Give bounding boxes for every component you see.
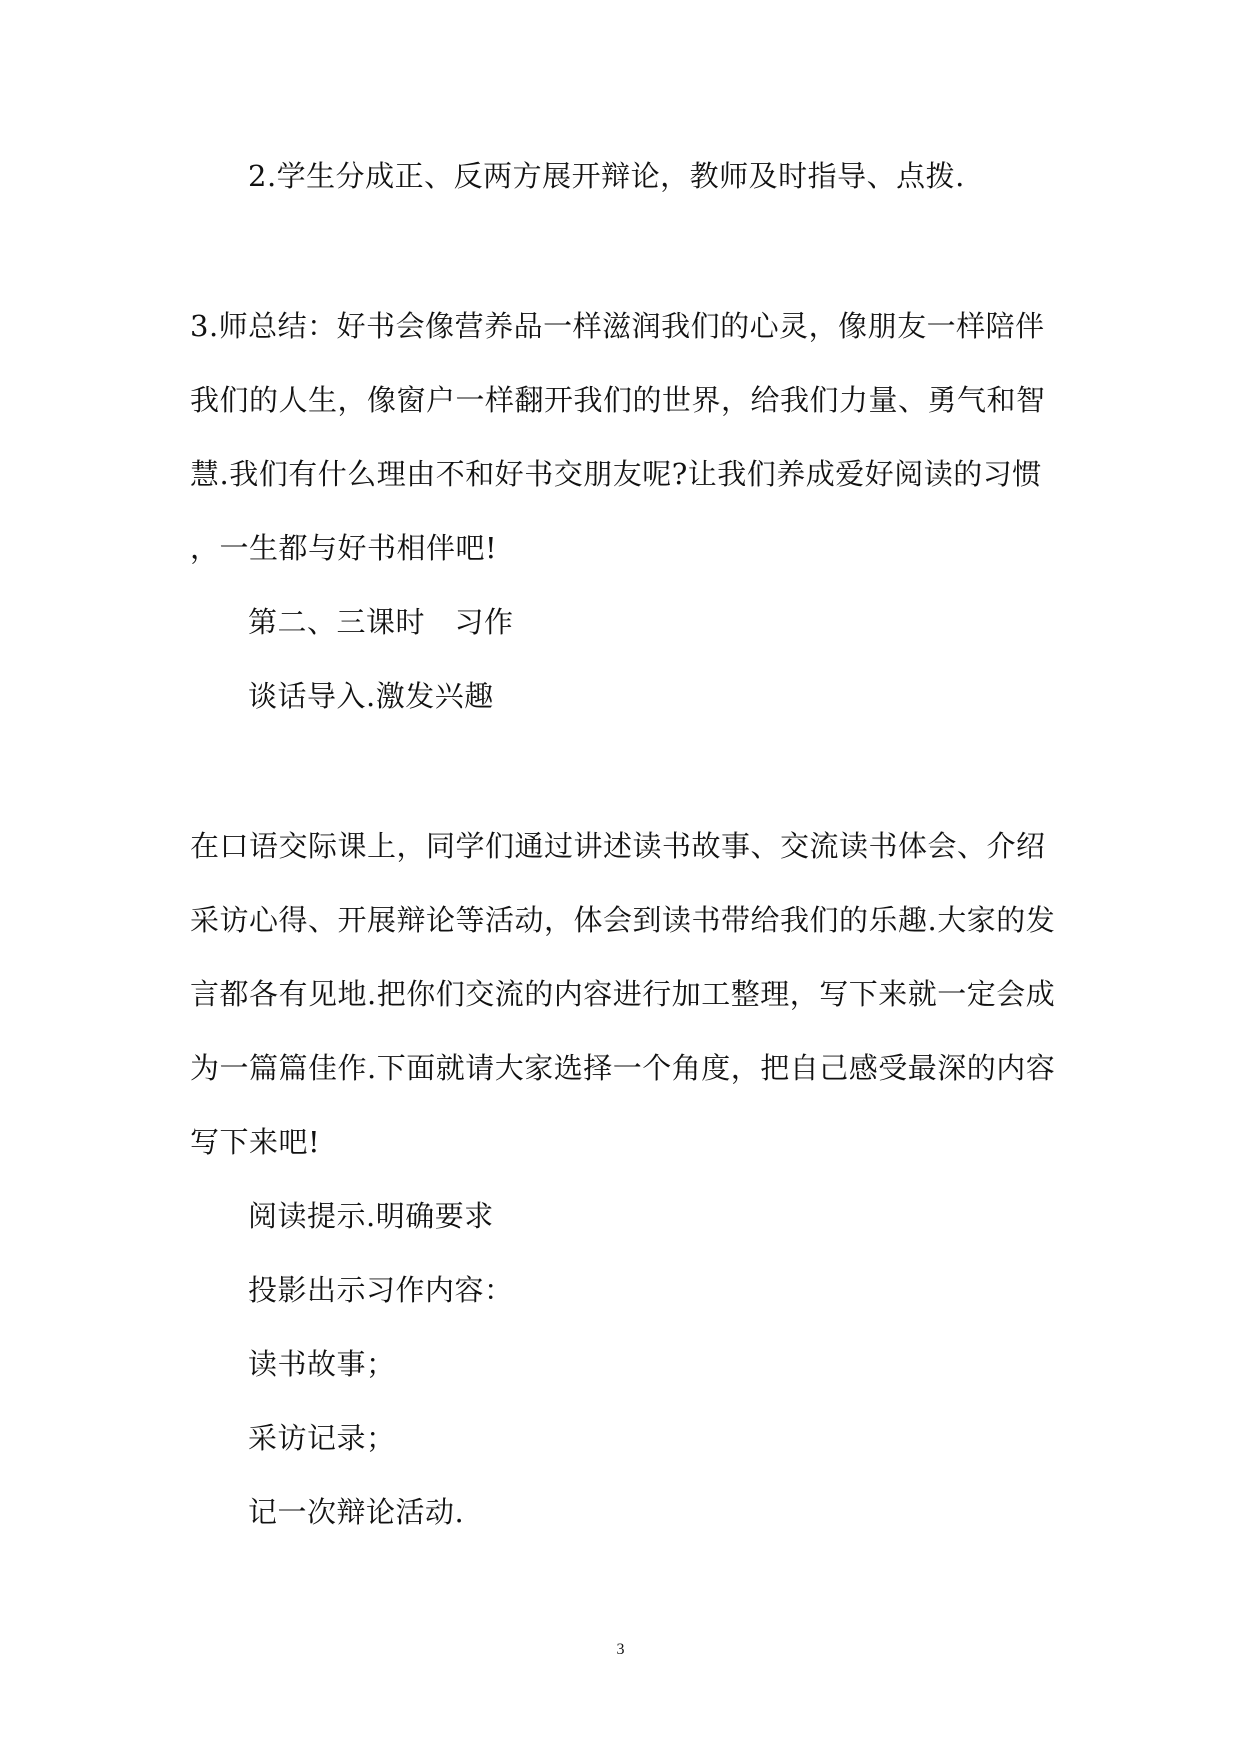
subheading: 谈话导入.激发兴趣 [248, 679, 494, 713]
paragraph-line: 投影出示习作内容： [248, 1273, 514, 1307]
paragraph-line: 为一篇篇佳作.下面就请大家选择一个角度，把自己感受最深的内容 [190, 1051, 1056, 1085]
list-item: 读书故事； [248, 1347, 396, 1381]
list-item: 记一次辩论活动. [248, 1495, 465, 1529]
list-item: 采访记录； [248, 1421, 396, 1455]
paragraph-line: 3.师总结：好书会像营养品一样滋润我们的心灵，像朋友一样陪伴 [190, 309, 1045, 343]
paragraph-line: ，一生都与好书相伴吧! [190, 531, 498, 565]
paragraph-line: 慧.我们有什么理由不和好书交朋友呢?让我们养成爱好阅读的习惯 [190, 457, 1042, 491]
subheading: 阅读提示.明确要求 [248, 1199, 494, 1233]
paragraph-line: 我们的人生，像窗户一样翻开我们的世界，给我们力量、勇气和智 [190, 383, 1046, 417]
paragraph-line: 言都各有见地.把你们交流的内容进行加工整理，写下来就一定会成 [190, 977, 1056, 1011]
paragraph-line: 采访心得、开展辩论等活动，体会到读书带给我们的乐趣.大家的发 [190, 903, 1056, 937]
paragraph-line: 写下来吧! [190, 1125, 321, 1159]
paragraph-line: 2.学生分成正、反两方展开辩论，教师及时指导、点拨. [248, 159, 965, 193]
page-number: 3 [616, 1641, 625, 1658]
paragraph-line: 在口语交际课上，同学们通过讲述读书故事、交流读书体会、介绍 [190, 829, 1046, 863]
section-heading: 第二、三课时 习作 [248, 605, 514, 639]
